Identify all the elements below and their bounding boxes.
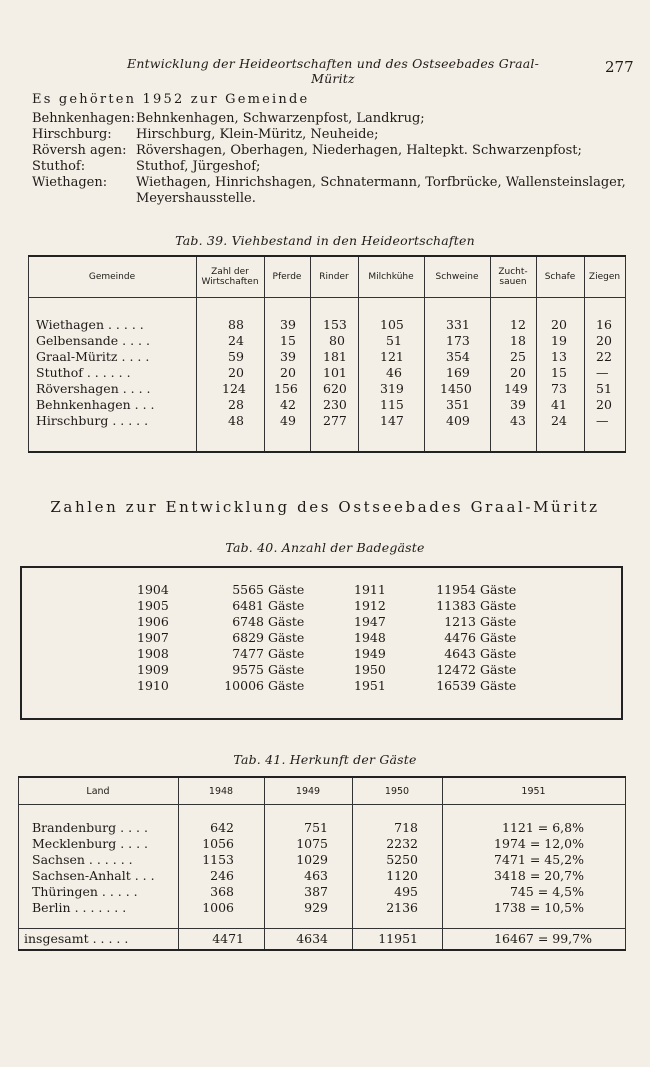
header-1950: 1950 (384, 785, 410, 797)
cell: 718 (394, 820, 418, 835)
unit: Gäste (480, 582, 517, 597)
cell: 20 (280, 365, 296, 380)
cell: 751 (304, 820, 328, 835)
gemeinde-name: Wiethagen . . . . . (36, 317, 144, 332)
cell: 409 (446, 413, 470, 428)
municipality-row (32, 111, 632, 127)
unit: Gäste (268, 646, 305, 661)
cell: 28 (228, 397, 244, 412)
cell: 929 (304, 900, 328, 915)
cell: 1450 (440, 381, 472, 396)
cell: 1006 (202, 900, 234, 915)
cell: 24 (551, 413, 567, 428)
municipality-name: Röversh agen: (32, 143, 127, 158)
cell: 368 (210, 884, 234, 899)
cell: — (596, 365, 609, 380)
guest-count: 9575 (232, 662, 264, 677)
total-rule (18, 928, 626, 929)
cell: 42 (280, 397, 296, 412)
cell: 149 (504, 381, 528, 396)
year: 1912 (354, 598, 386, 613)
cell: 25 (510, 349, 526, 364)
municipality-row (32, 175, 632, 207)
table-row (28, 413, 626, 429)
year: 1949 (354, 646, 386, 661)
table-row (28, 317, 626, 333)
header-gemeinde: Gemeinde (88, 272, 136, 282)
cell: 2232 (386, 836, 418, 851)
year: 1947 (354, 614, 386, 629)
cell: 3418 = 20,7% (494, 868, 584, 883)
unit: Gäste (480, 678, 517, 693)
table-row (18, 868, 626, 884)
guest-count: 6748 (232, 614, 264, 629)
cell: 2136 (386, 900, 418, 915)
year: 1904 (137, 582, 169, 597)
cell: 15 (551, 365, 567, 380)
municipality-list-heading: Es gehörten 1952 zur Gemeinde (32, 92, 310, 107)
year: 1908 (137, 646, 169, 661)
land-name: Mecklenburg . . . . (32, 836, 149, 851)
table-40-caption: Tab. 40. Anzahl der Badegäste (225, 540, 425, 555)
cell: 20 (228, 365, 244, 380)
guest-count: 1213 (444, 614, 476, 629)
cell: 1029 (296, 852, 328, 867)
guest-count: 5565 (232, 582, 264, 597)
header-land: Land (86, 785, 110, 797)
gemeinde-name: Graal-Müritz . . . . (36, 349, 150, 364)
total-cell: 4634 (296, 931, 328, 946)
gemeinde-name: Behnkenhagen . . . (36, 397, 155, 412)
cell: 7471 = 45,2% (494, 852, 584, 867)
municipality-row (32, 127, 632, 143)
table-row (28, 365, 626, 381)
total-cell: 4471 (212, 931, 244, 946)
running-head-title: Entwicklung der Heideortschaften und des Ostseebades Graal-Müritz (127, 56, 539, 86)
year: 1909 (137, 662, 169, 677)
total-label: insgesamt . . . . . (24, 931, 129, 946)
land-name: Sachsen-Anhalt . . . (32, 868, 155, 883)
table-row (18, 900, 626, 916)
guest-count: 6829 (232, 630, 264, 645)
municipality-members: Wiethagen, Hinrichshagen, Schnatermann, Torfbrücke, Wallensteinslager, Meyershausstelle. (136, 175, 626, 206)
cell: 51 (596, 381, 612, 396)
cell: 46 (386, 365, 402, 380)
guest-row (20, 614, 623, 630)
cell: 18 (510, 333, 526, 348)
header-rule (18, 804, 626, 805)
guest-count: 11954 (436, 582, 476, 597)
guest-count: 16539 (436, 678, 476, 693)
unit: Gäste (268, 630, 305, 645)
header-wirtschaften: Zahl der Wirtschaften (201, 267, 259, 287)
cell: 105 (380, 317, 404, 332)
unit: Gäste (268, 582, 305, 597)
cell: 101 (323, 365, 347, 380)
guest-row (20, 678, 623, 694)
cell: 319 (380, 381, 404, 396)
land-name: Sachsen . . . . . . (32, 852, 133, 867)
header-ziegen: Ziegen (588, 272, 621, 282)
cell: 1075 (296, 836, 328, 851)
table-41-caption: Tab. 41. Herkunft der Gäste (233, 752, 417, 767)
unit: Gäste (268, 598, 305, 613)
cell: 41 (551, 397, 567, 412)
table-39-body (28, 317, 626, 429)
cell: 20 (510, 365, 526, 380)
municipality-row (32, 159, 632, 175)
cell: 115 (380, 397, 404, 412)
table-row (18, 820, 626, 836)
cell: 331 (446, 317, 470, 332)
guest-count: 6481 (232, 598, 264, 613)
cell: 642 (210, 820, 234, 835)
year: 1951 (354, 678, 386, 693)
guest-count: 11383 (436, 598, 476, 613)
guest-row (20, 646, 623, 662)
cell: 88 (228, 317, 244, 332)
table-row (28, 349, 626, 365)
section-title: Zahlen zur Entwicklung des Ostseebades Graal-Müritz (50, 498, 600, 516)
year: 1905 (137, 598, 169, 613)
header-zuchtsauen: Zucht- sauen (498, 267, 528, 287)
guest-count: 4643 (444, 646, 476, 661)
table-41 (18, 776, 626, 951)
guest-count: 7477 (232, 646, 264, 661)
cell: 15 (280, 333, 296, 348)
cell: 745 = 4,5% (509, 884, 584, 899)
cell: 277 (323, 413, 347, 428)
table-39-caption: Tab. 39. Viehbestand in den Heideortschaften (175, 233, 475, 248)
cell: 13 (551, 349, 567, 364)
cell: 5250 (386, 852, 418, 867)
municipality-list (32, 92, 632, 207)
guest-row (20, 598, 623, 614)
cell: 59 (228, 349, 244, 364)
total-cell: 11951 (378, 931, 418, 946)
table-row (18, 836, 626, 852)
table-39 (28, 255, 626, 453)
year: 1907 (137, 630, 169, 645)
cell: 24 (228, 333, 244, 348)
cell: 1974 = 12,0% (494, 836, 584, 851)
cell: 495 (394, 884, 418, 899)
cell: 73 (551, 381, 567, 396)
cell: 153 (323, 317, 347, 332)
cell: 147 (380, 413, 404, 428)
cell: 354 (446, 349, 470, 364)
municipality-name: Hirschburg: (32, 127, 112, 142)
guest-row (20, 662, 623, 678)
municipality-members: Stuthof, Jürgeshof; (136, 159, 261, 174)
table-row (28, 381, 626, 397)
municipality-name: Wiethagen: (32, 175, 108, 190)
cell: — (596, 413, 609, 428)
table-row (28, 397, 626, 413)
unit: Gäste (268, 614, 305, 629)
table-40 (20, 566, 623, 720)
cell: 351 (446, 397, 470, 412)
cell: 1153 (202, 852, 234, 867)
header-1949: 1949 (295, 785, 321, 797)
cell: 1056 (202, 836, 234, 851)
table-row (28, 333, 626, 349)
cell: 20 (551, 317, 567, 332)
cell: 124 (222, 381, 246, 396)
cell: 51 (386, 333, 402, 348)
header-1948: 1948 (208, 785, 234, 797)
total-row (18, 931, 626, 947)
land-name: Thüringen . . . . . (32, 884, 138, 899)
cell: 39 (280, 349, 296, 364)
year: 1910 (137, 678, 169, 693)
cell: 22 (596, 349, 612, 364)
year: 1948 (354, 630, 386, 645)
cell: 39 (280, 317, 296, 332)
cell: 463 (304, 868, 328, 883)
cell: 16 (596, 317, 612, 332)
header-pferde: Pferde (272, 272, 302, 282)
header-rinder: Rinder (319, 272, 349, 282)
cell: 1121 = 6,8% (502, 820, 584, 835)
gemeinde-name: Rövershagen . . . . (36, 381, 151, 396)
cell: 49 (280, 413, 296, 428)
guest-row (20, 630, 623, 646)
cell: 121 (380, 349, 404, 364)
cell: 246 (210, 868, 234, 883)
municipality-row (32, 143, 632, 159)
gemeinde-name: Hirschburg . . . . . (36, 413, 149, 428)
cell: 181 (323, 349, 347, 364)
header-schweine: Schweine (435, 272, 479, 282)
gemeinde-name: Stuthof . . . . . . (36, 365, 131, 380)
municipality-members: Hirschburg, Klein-Müritz, Neuheide; (136, 127, 379, 142)
cell: 1738 = 10,5% (494, 900, 584, 915)
total-cell: 16467 = 99,7% (494, 931, 592, 946)
land-name: Brandenburg . . . . (32, 820, 148, 835)
unit: Gäste (268, 662, 305, 677)
cell: 48 (228, 413, 244, 428)
cell: 173 (446, 333, 470, 348)
cell: 387 (304, 884, 328, 899)
year: 1950 (354, 662, 386, 677)
year: 1906 (137, 614, 169, 629)
land-name: Berlin . . . . . . . (32, 900, 127, 915)
cell: 230 (323, 397, 347, 412)
cell: 20 (596, 333, 612, 348)
gemeinde-name: Gelbensande . . . . (36, 333, 150, 348)
table-row (18, 884, 626, 900)
municipality-members: Behnkenhagen, Schwarzenpfost, Landkrug; (136, 111, 425, 126)
page-number: 277 (605, 58, 634, 76)
cell: 620 (323, 381, 347, 396)
municipality-members: Rövershagen, Oberhagen, Niederhagen, Haltepkt. Schwarzenpfost; (136, 143, 582, 158)
unit: Gäste (480, 598, 517, 613)
cell: 1120 (386, 868, 418, 883)
unit: Gäste (480, 662, 517, 677)
cell: 39 (510, 397, 526, 412)
unit: Gäste (480, 630, 517, 645)
municipality-name: Stuthof: (32, 159, 86, 174)
unit: Gäste (268, 678, 305, 693)
header-1951: 1951 (521, 785, 546, 797)
guest-count: 12472 (436, 662, 476, 677)
cell: 20 (596, 397, 612, 412)
header-milchkuehe: Milchkühe (368, 272, 414, 282)
cell: 19 (551, 333, 567, 348)
cell: 169 (446, 365, 470, 380)
cell: 12 (510, 317, 526, 332)
guest-count: 4476 (444, 630, 476, 645)
guest-row (20, 582, 623, 598)
header-schafe: Schafe (544, 272, 576, 282)
year: 1911 (354, 582, 386, 597)
guest-count: 10006 (224, 678, 264, 693)
cell: 156 (274, 381, 298, 396)
unit: Gäste (480, 614, 517, 629)
cell: 80 (329, 333, 345, 348)
unit: Gäste (480, 646, 517, 661)
cell: 43 (510, 413, 526, 428)
table-row (18, 852, 626, 868)
municipality-name: Behnkenhagen: (32, 111, 135, 126)
